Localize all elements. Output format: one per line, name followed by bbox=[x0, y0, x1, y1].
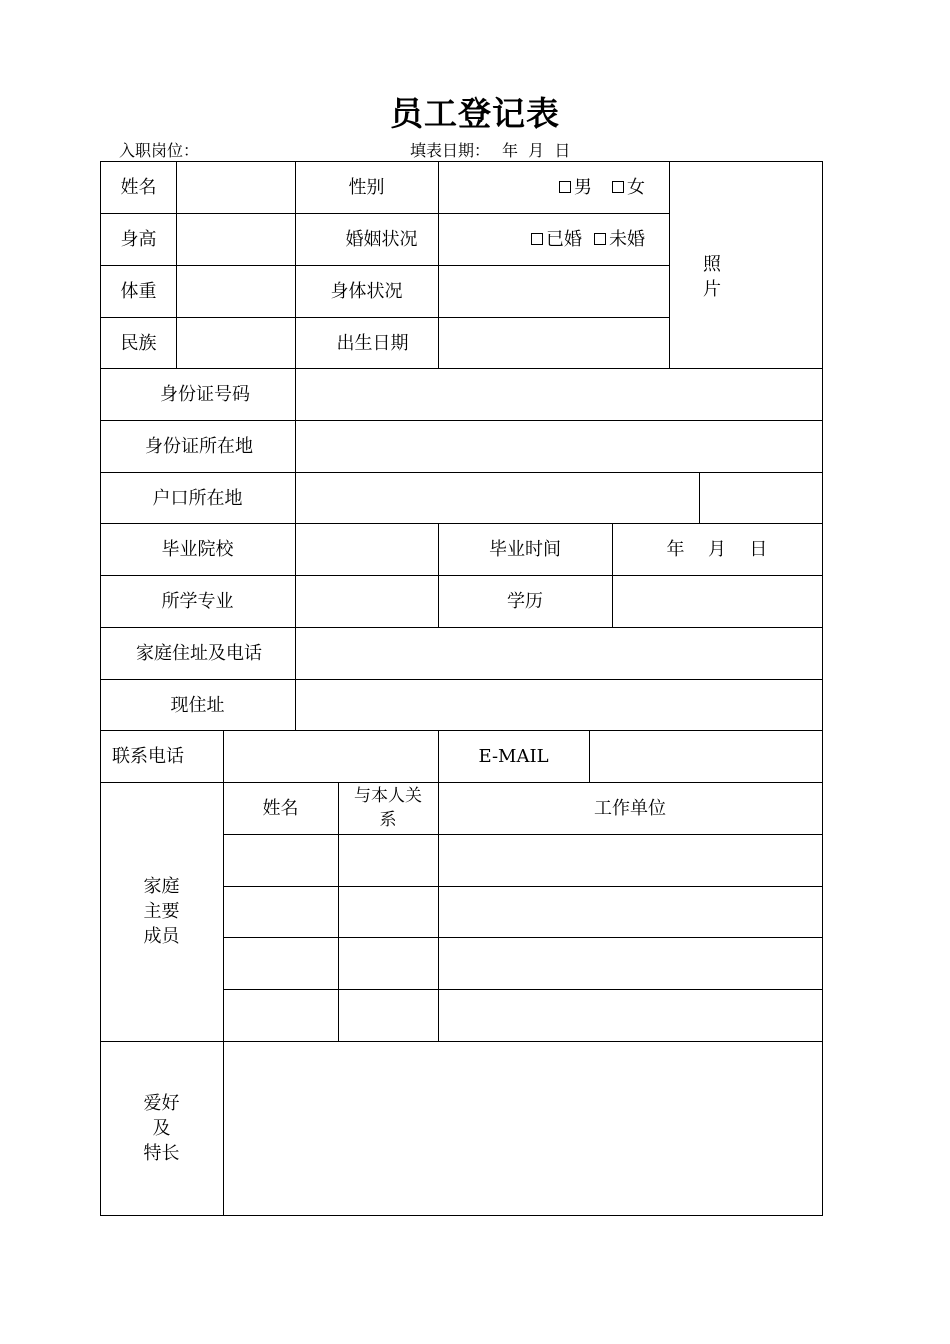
family-row-4-name[interactable] bbox=[223, 989, 338, 1041]
hobbies-field[interactable] bbox=[223, 1041, 822, 1215]
hukou-label: 户口所在地 bbox=[152, 487, 243, 509]
name-label: 姓名 bbox=[120, 176, 157, 198]
hobbies-label-2: 及 bbox=[152, 1117, 171, 1139]
current-address-label: 现住址 bbox=[170, 694, 225, 716]
family-row-1-name[interactable] bbox=[223, 834, 338, 886]
height-label: 身高 bbox=[120, 228, 157, 250]
unmarried-label: 未婚 bbox=[609, 228, 645, 250]
position-label: 入职岗位： bbox=[119, 141, 200, 160]
hobbies-label-3: 特长 bbox=[143, 1142, 180, 1164]
health-label: 身体状况 bbox=[330, 280, 403, 302]
family-col-relation-2: 系 bbox=[379, 810, 397, 830]
education-field[interactable] bbox=[612, 575, 822, 627]
home-address-phone-field[interactable] bbox=[295, 627, 822, 679]
weight-field[interactable] bbox=[177, 265, 295, 317]
family-row-4-relation[interactable] bbox=[338, 989, 438, 1041]
id-number-label: 身份证号码 bbox=[160, 383, 250, 405]
hukou-field[interactable] bbox=[295, 472, 699, 524]
family-row-4-workplace[interactable] bbox=[438, 989, 822, 1041]
name-field[interactable] bbox=[177, 161, 295, 213]
married-label: 已婚 bbox=[546, 228, 582, 250]
gender-options bbox=[438, 161, 669, 213]
gender-label: 性别 bbox=[348, 176, 385, 198]
health-field[interactable] bbox=[438, 265, 669, 317]
height-field[interactable] bbox=[177, 213, 295, 265]
family-row-3-relation[interactable] bbox=[338, 937, 438, 989]
school-label: 毕业院校 bbox=[161, 538, 234, 560]
gender-male-option[interactable] bbox=[559, 175, 592, 200]
email-field[interactable] bbox=[589, 730, 822, 782]
birthdate-label: 出生日期 bbox=[336, 332, 409, 354]
family-label-3: 成员 bbox=[143, 926, 180, 947]
family-row-1-workplace[interactable] bbox=[438, 834, 822, 886]
photo-label-1: 照 bbox=[703, 254, 721, 275]
id-address-field[interactable] bbox=[295, 420, 822, 472]
ethnicity-label: 民族 bbox=[120, 332, 157, 354]
family-col-name: 姓名 bbox=[262, 797, 299, 819]
fill-date-value: 年 月 日 bbox=[502, 141, 571, 160]
major-field[interactable] bbox=[295, 575, 438, 627]
hobbies-label-1: 爱好 bbox=[143, 1092, 180, 1114]
family-label bbox=[100, 782, 223, 1041]
fill-date-label: 填表日期： bbox=[410, 141, 491, 160]
unmarried-checkbox[interactable] bbox=[594, 233, 606, 245]
family-col-relation bbox=[338, 782, 438, 834]
birthdate-field[interactable] bbox=[438, 317, 669, 369]
grad-time-label: 毕业时间 bbox=[489, 538, 561, 560]
family-label-2: 主要 bbox=[143, 901, 180, 922]
hukou-extra-field[interactable] bbox=[699, 472, 822, 524]
female-label: 女 bbox=[627, 176, 645, 198]
grad-time-field[interactable]: 年 月 日 bbox=[666, 538, 768, 560]
form-title: 员工登记表 bbox=[390, 94, 560, 133]
hobbies-label bbox=[100, 1041, 223, 1215]
female-checkbox[interactable] bbox=[612, 181, 624, 193]
marital-options bbox=[438, 213, 669, 265]
married-checkbox[interactable] bbox=[531, 233, 543, 245]
family-col-workplace: 工作单位 bbox=[594, 797, 666, 819]
family-row-1-relation[interactable] bbox=[338, 834, 438, 886]
weight-label: 体重 bbox=[120, 280, 157, 302]
family-row-3-name[interactable] bbox=[223, 937, 338, 989]
photo-label-2: 片 bbox=[703, 279, 721, 300]
photo-area[interactable] bbox=[669, 161, 755, 393]
family-row-2-name[interactable] bbox=[223, 886, 338, 937]
phone-label: 联系电话 bbox=[112, 745, 184, 767]
married-option[interactable] bbox=[531, 227, 582, 252]
gender-female-option[interactable] bbox=[612, 175, 645, 200]
ethnicity-field[interactable] bbox=[177, 317, 295, 369]
family-row-2-relation[interactable] bbox=[338, 886, 438, 937]
family-col-relation-1: 与本人关 bbox=[354, 786, 422, 806]
family-row-3-workplace[interactable] bbox=[438, 937, 822, 989]
major-label: 所学专业 bbox=[161, 590, 234, 612]
male-label: 男 bbox=[574, 176, 592, 198]
unmarried-option[interactable] bbox=[594, 227, 645, 252]
family-row-2-workplace[interactable] bbox=[438, 886, 822, 937]
school-field[interactable] bbox=[295, 523, 438, 575]
email-label: E-MAIL bbox=[478, 745, 549, 767]
id-number-field[interactable] bbox=[295, 368, 822, 420]
phone-field[interactable] bbox=[223, 730, 438, 782]
marital-label: 婚姻状况 bbox=[345, 228, 418, 250]
male-checkbox[interactable] bbox=[559, 181, 571, 193]
education-label: 学历 bbox=[507, 590, 543, 612]
home-address-phone-label: 家庭住址及电话 bbox=[136, 642, 262, 664]
family-label-1: 家庭 bbox=[143, 876, 180, 897]
current-address-field[interactable] bbox=[295, 679, 822, 731]
id-address-label: 身份证所在地 bbox=[145, 435, 253, 457]
